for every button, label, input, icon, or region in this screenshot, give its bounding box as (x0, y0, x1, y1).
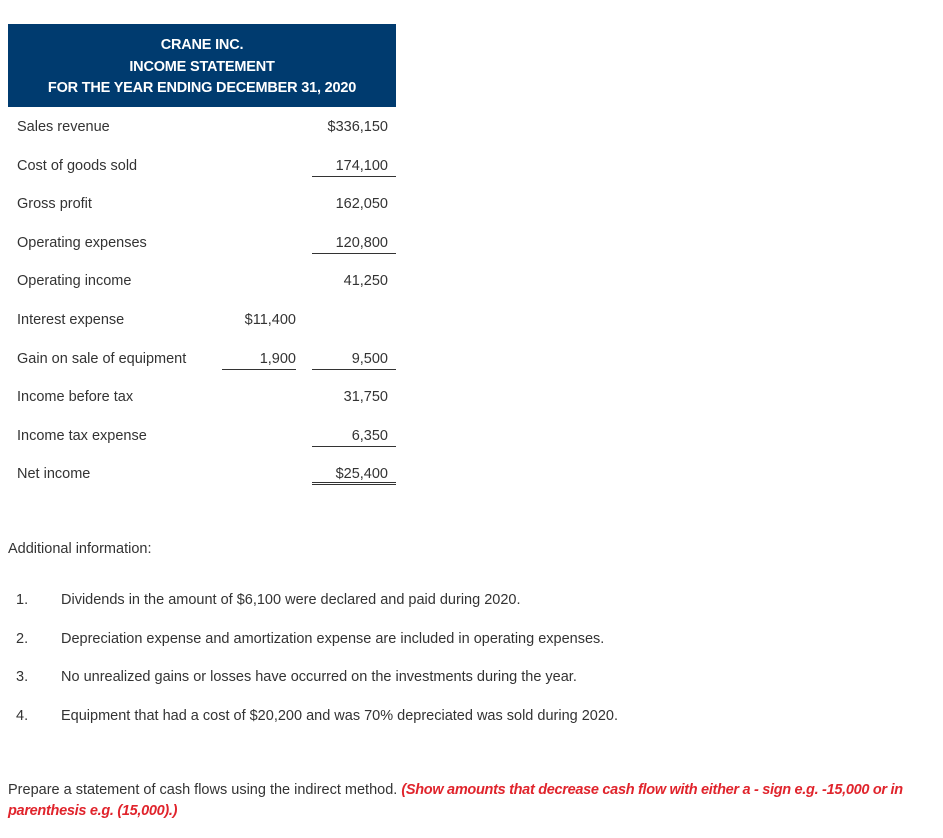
row-amount: 120,800 (312, 223, 396, 254)
statement-period: FOR THE YEAR ENDING DECEMBER 31, 2020 (47, 80, 357, 96)
row-amount: 41,250 (343, 273, 388, 290)
row-amount: 31,750 (343, 389, 388, 406)
row-label: Operating income (17, 273, 132, 290)
row-amount: 162,050 (335, 196, 388, 213)
row-label: Income tax expense (17, 427, 147, 444)
row-sales-revenue (8, 107, 396, 146)
list-number: 4. (16, 707, 29, 724)
row-label: Net income (17, 466, 91, 483)
statement-title: INCOME STATEMENT (129, 58, 275, 75)
row-label: Operating expenses (17, 234, 147, 251)
instruction-emphasis: (Show amounts that decrease cash flow with either a - sign e.g. -15,000 or in parenthesis e.g. (15,000).) (8, 782, 903, 819)
row-operating-expenses (8, 223, 396, 262)
row-amount: 9,500 (312, 339, 396, 370)
list-text: Depreciation expense and amortization expense are included in operating expenses. (61, 630, 605, 647)
row-cost-of-goods-sold (8, 146, 396, 185)
list-item (8, 669, 908, 708)
additional-info-list (8, 592, 908, 746)
list-text: No unrealized gains or losses have occurred on the investments during the year. (61, 669, 577, 685)
list-text: Dividends in the amount of $6,100 were declared and paid during 2020. (61, 592, 521, 608)
statement-header (8, 24, 396, 107)
instruction-text: Prepare a statement of cash flows using the indirect method. (8, 782, 402, 798)
row-sub-amount: 1,900 (222, 339, 296, 370)
list-item (8, 592, 908, 631)
income-statement (8, 24, 396, 493)
row-label: Interest expense (17, 311, 125, 328)
row-amount: $336,150 (327, 119, 388, 135)
row-operating-income (8, 261, 396, 300)
row-gain-on-sale (8, 339, 396, 378)
list-number: 2. (16, 630, 29, 647)
row-amount: $25,400 (312, 454, 396, 485)
row-amount: 174,100 (312, 146, 396, 177)
additional-info-title: Additional information: (8, 541, 152, 557)
list-item (8, 708, 908, 747)
row-income-before-tax (8, 377, 396, 416)
list-number: 1. (16, 592, 29, 608)
row-label: Gain on sale of equipment (17, 350, 187, 367)
list-text: Equipment that had a cost of $20,200 and was 70% depreciated was sold during 2020. (61, 707, 619, 724)
row-label: Gross profit (17, 196, 92, 213)
row-gross-profit (8, 184, 396, 223)
row-interest-expense (8, 300, 396, 339)
list-item (8, 631, 908, 670)
row-label: Income before tax (17, 389, 134, 406)
instruction-prompt (8, 780, 933, 822)
list-number: 3. (16, 669, 29, 685)
row-net-income (8, 454, 396, 493)
row-label: Cost of goods sold (17, 157, 138, 174)
row-income-tax-expense (8, 416, 396, 455)
row-amount: 6,350 (312, 416, 396, 447)
row-label: Sales revenue (17, 119, 110, 135)
row-sub-amount: $11,400 (244, 311, 296, 328)
company-name: CRANE INC. (160, 37, 244, 53)
